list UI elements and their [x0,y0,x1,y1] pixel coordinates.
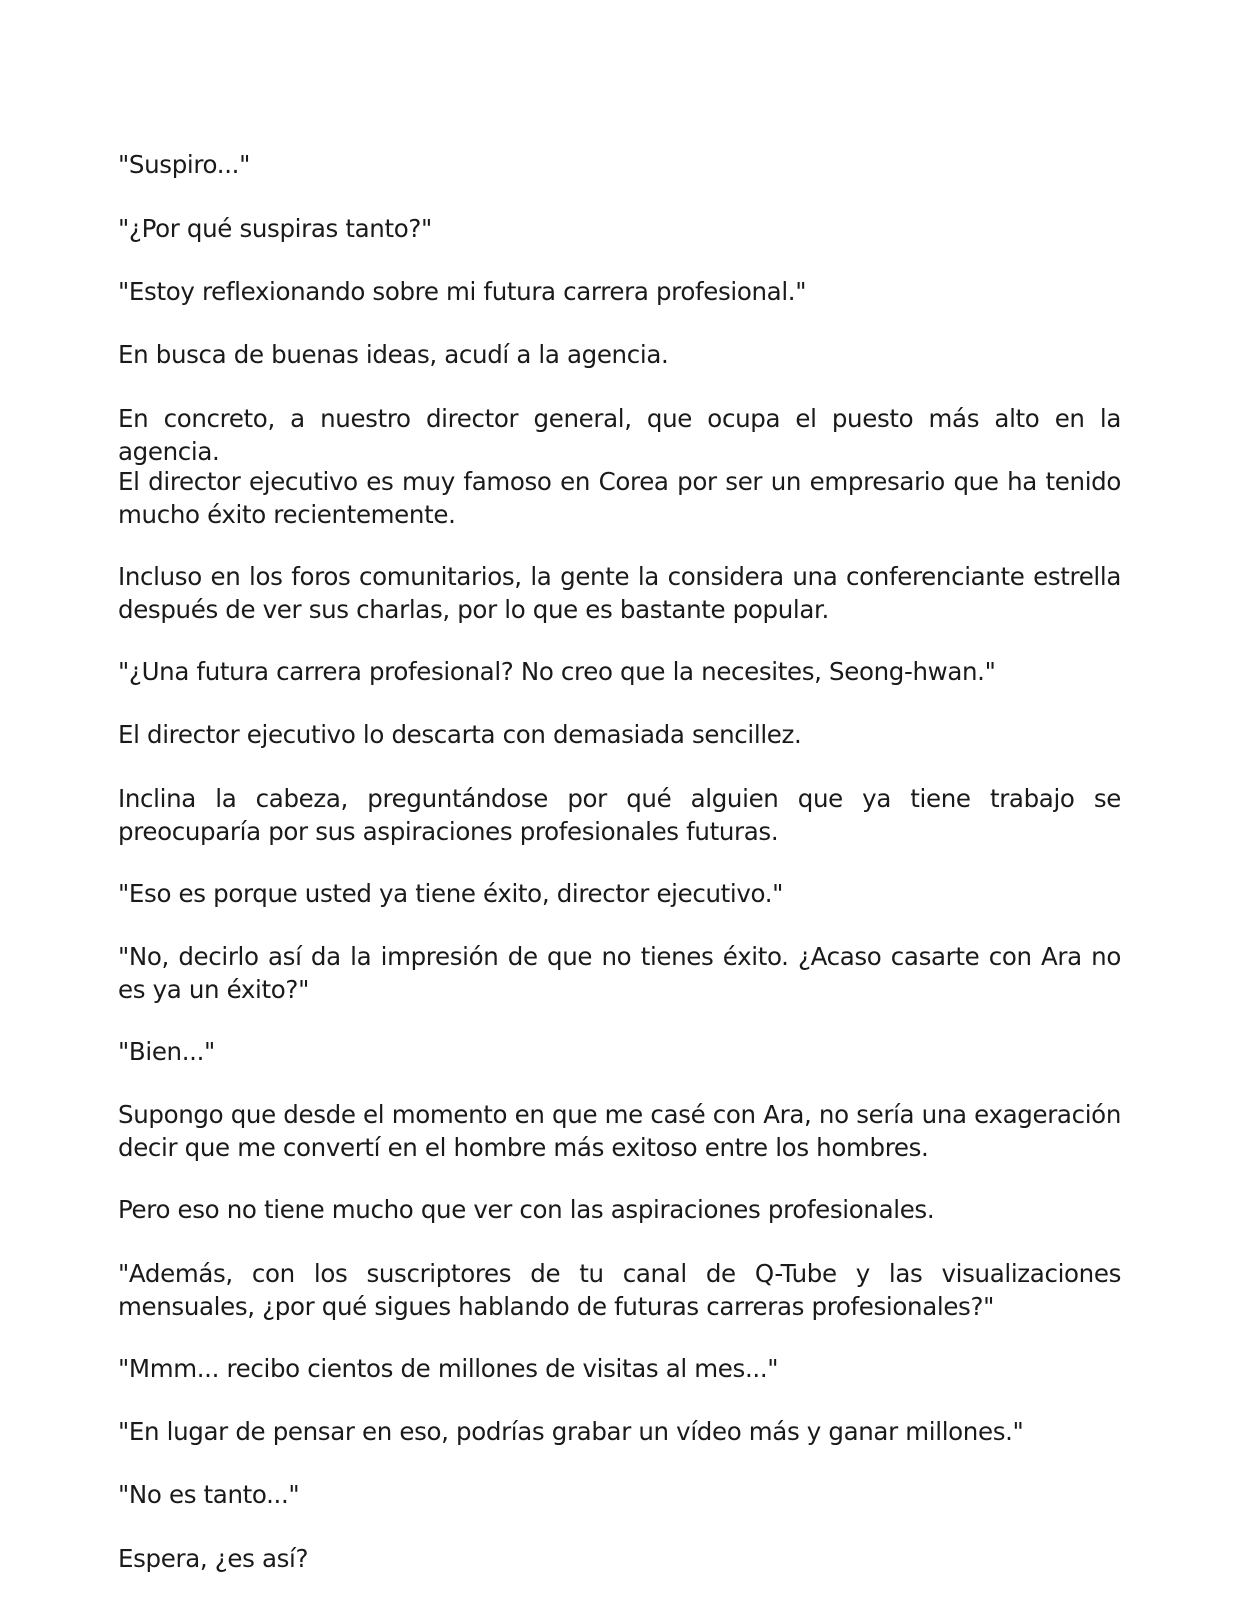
paragraph-19: "No es tanto..." [118,1480,300,1509]
paragraph-1: "Suspiro..." [118,150,250,179]
paragraph-4: En busca de buenas ideas, acudí a la agencia. [118,340,669,369]
paragraph-5: En concreto, a nuestro director general, que ocupa el puesto más alto en la agencia. [118,404,1121,466]
paragraph-8: "¿Una futura carrera profesional? No creo que la necesites, Seong-hwan." [118,657,996,686]
paragraph-9: El director ejecutivo lo descarta con demasiada sencillez. [118,720,802,749]
paragraph-12: "No, decirlo así da la impresión de que no tienes éxito. ¿Acaso casarte con Ara no es ya un éxito?" [118,942,1121,1004]
paragraph-7: Incluso en los foros comunitarios, la gente la considera una conferenciante estrella después de ver sus charlas, por lo que es bastante popular. [118,562,1121,624]
paragraph-18: "En lugar de pensar en eso, podrías grabar un vídeo más y ganar millones." [118,1417,1024,1446]
paragraph-6: El director ejecutivo es muy famoso en Corea por ser un empresario que ha tenido mucho éxito recientemente. [118,467,1121,529]
paragraph-3: "Estoy reflexionando sobre mi futura carrera profesional." [118,277,807,306]
paragraph-20: Espera, ¿es así? [118,1544,309,1573]
paragraph-11: "Eso es porque usted ya tiene éxito, director ejecutivo." [118,879,784,908]
paragraph-15: Pero eso no tiene mucho que ver con las aspiraciones profesionales. [118,1195,935,1224]
paragraph-17: "Mmm... recibo cientos de millones de visitas al mes..." [118,1354,779,1383]
paragraph-16: "Además, con los suscriptores de tu canal de Q-Tube y las visualizaciones mensuales, ¿por qué sigues hablando de futuras carreras profesionales?" [118,1259,1121,1321]
paragraph-2: "¿Por qué suspiras tanto?" [118,214,432,243]
paragraph-13: "Bien..." [118,1037,215,1066]
paragraph-10: Inclina la cabeza, preguntándose por qué alguien que ya tiene trabajo se preocuparía por sus aspiraciones profesionales futuras. [118,784,1121,846]
paragraph-14: Supongo que desde el momento en que me casé con Ara, no sería una exageración decir que me convertí en el hombre más exitoso entre los hombres. [118,1100,1121,1162]
